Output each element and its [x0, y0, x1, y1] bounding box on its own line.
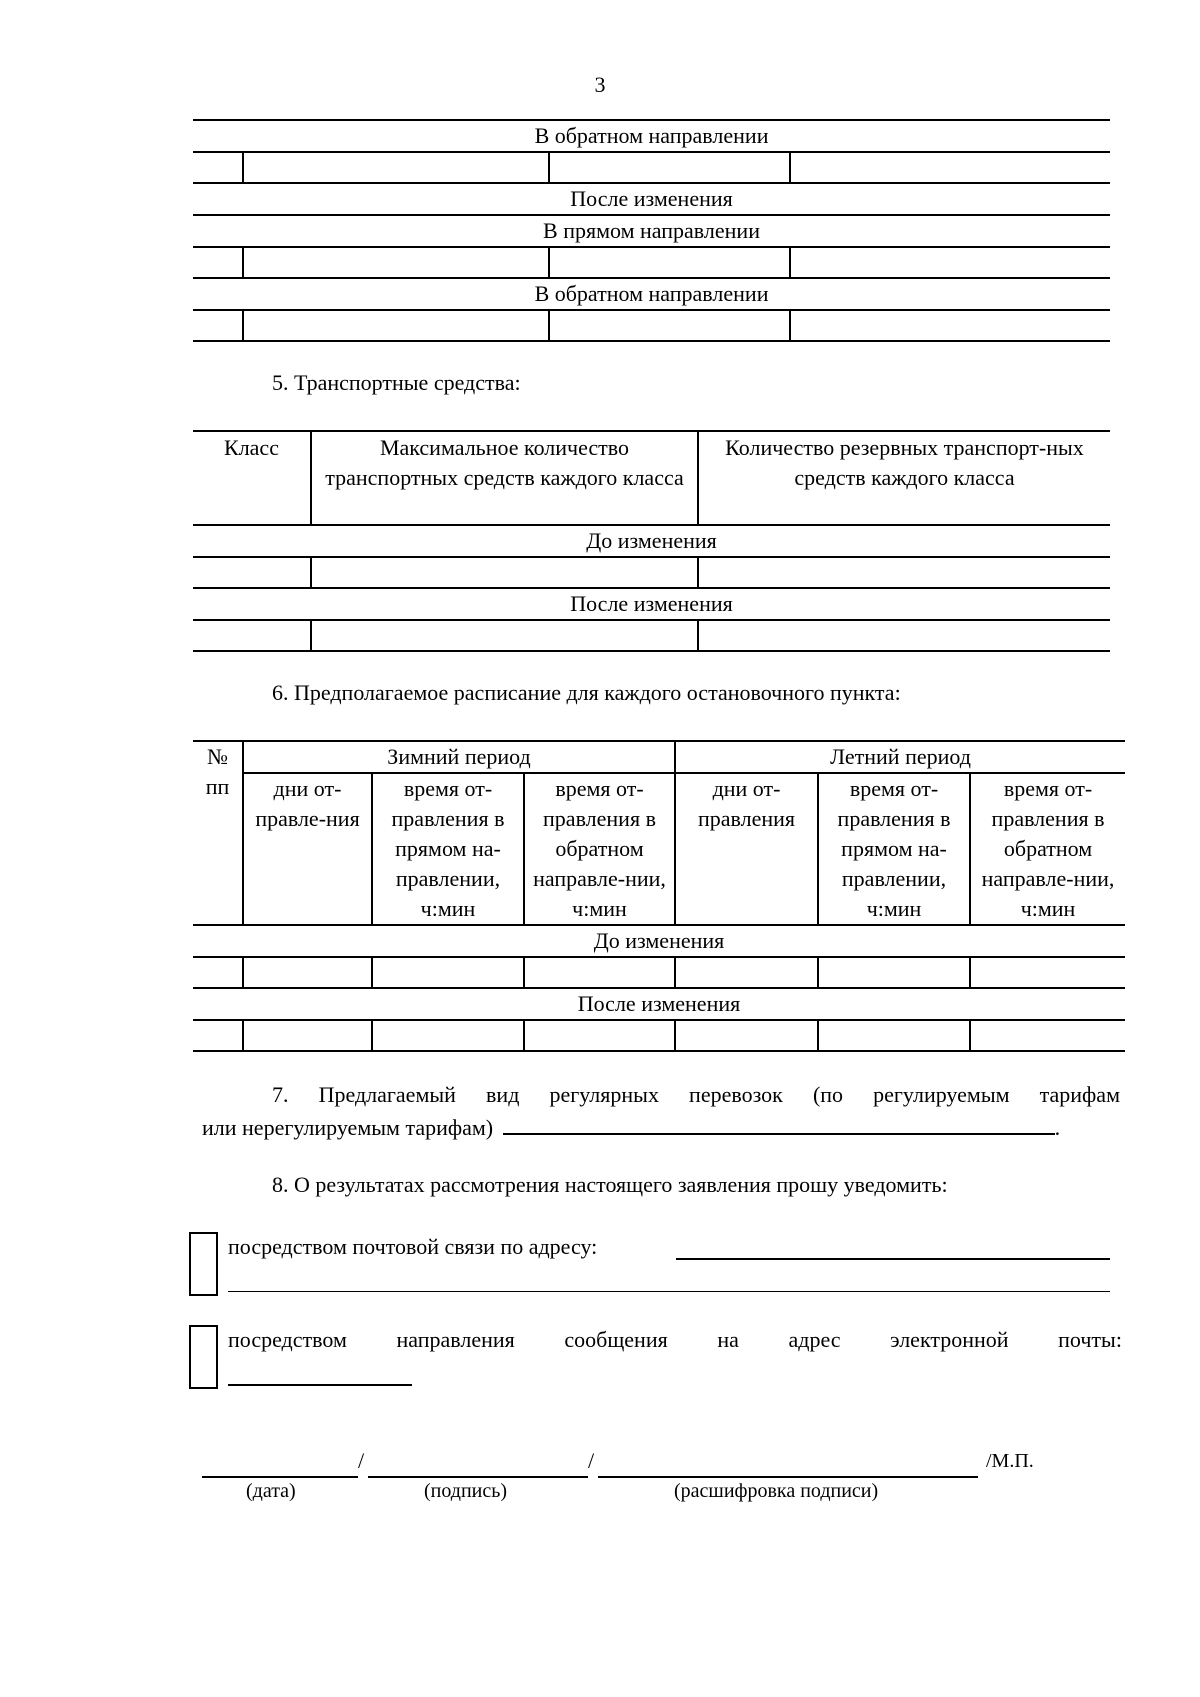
route-table: [193, 119, 1110, 342]
table-row: [193, 247, 1110, 278]
post-option-checkbox[interactable]: [189, 1232, 218, 1296]
vehicles-table: [193, 430, 1110, 652]
summer-reverse-header: время от-правления в обратном направле-нии, ч:мин: [970, 773, 1125, 925]
table-row: [193, 557, 1110, 588]
transport-type-field[interactable]: [503, 1111, 1055, 1135]
email-option-checkbox[interactable]: [189, 1325, 218, 1389]
post-option-label: посредством почтовой связи по адресу:: [228, 1234, 598, 1259]
stamp-place: /М.П.: [986, 1450, 1034, 1472]
section-8-title: 8. О результатах рассмотрения настоящего заявления прошу уведомить:: [272, 1172, 948, 1197]
winter-forward-header: время от-правления в прямом на-правлении, ч:мин: [372, 773, 524, 925]
winter-period-header: Зимний период: [243, 741, 675, 773]
signature-decode-field[interactable]: [598, 1476, 978, 1478]
section-7: 7. Предлагаемый вид регулярных перевозок (по регулируемым тарифам или нерегулируемым тарифам) .: [202, 1078, 1120, 1144]
post-address-field-line2[interactable]: [228, 1291, 1110, 1292]
date-label: (дата): [246, 1480, 296, 1502]
page-number: 3: [594, 72, 606, 97]
winter-reverse-header: время от-правления в обратном направле-нии, ч:мин: [524, 773, 675, 925]
email-address-field[interactable]: [228, 1384, 412, 1386]
summer-forward-header: время от-правления в прямом на-правлении, ч:мин: [818, 773, 970, 925]
section-7-line2: или нерегулируемым тарифам): [202, 1115, 494, 1140]
email-option-label: посредством направления сообщения на адрес электронной почты:: [228, 1327, 1122, 1352]
reverse-direction-heading: В обратном направлении: [534, 281, 769, 306]
reverse-direction-heading: В обратном направлении: [534, 123, 769, 148]
section-6-title: 6. Предполагаемое расписание для каждого остановочного пункта:: [272, 680, 901, 705]
after-change-heading: После изменения: [570, 186, 733, 211]
signature-field[interactable]: [368, 1476, 588, 1478]
section-5-title: 5. Транспортные средства:: [272, 370, 521, 395]
before-change-heading: До изменения: [593, 928, 725, 953]
section-7-line1: 7. Предлагаемый вид регулярных перевозок (по регулируемым тарифам: [272, 1082, 1120, 1107]
before-change-heading: До изменения: [586, 528, 717, 553]
after-change-heading: После изменения: [577, 991, 741, 1016]
date-field[interactable]: [202, 1476, 358, 1478]
table-row: [193, 152, 1110, 183]
table-row: [193, 310, 1110, 341]
signature-label: (подпись): [424, 1480, 508, 1502]
col-num-header: № пп: [193, 741, 243, 925]
winter-days-header: дни от-правле-ния: [243, 773, 372, 925]
col-reserve-header: Количество резервных транспорт-ных средств каждого класса: [698, 431, 1110, 525]
col-max-header: Максимальное количество транспортных средств каждого класса: [311, 431, 698, 525]
table-row: [193, 1020, 1125, 1051]
post-address-field[interactable]: [676, 1258, 1110, 1260]
schedule-table: [193, 740, 1125, 1052]
summer-period-header: Летний период: [675, 741, 1125, 773]
after-change-heading: После изменения: [570, 591, 733, 616]
table-row: [193, 620, 1110, 651]
table-row: [193, 957, 1125, 988]
summer-days-header: дни от-правления: [675, 773, 818, 925]
forward-direction-heading: В прямом направлении: [543, 218, 760, 243]
col-class-header: Класс: [224, 435, 279, 460]
decode-label: (расшифровка подписи): [674, 1480, 879, 1502]
